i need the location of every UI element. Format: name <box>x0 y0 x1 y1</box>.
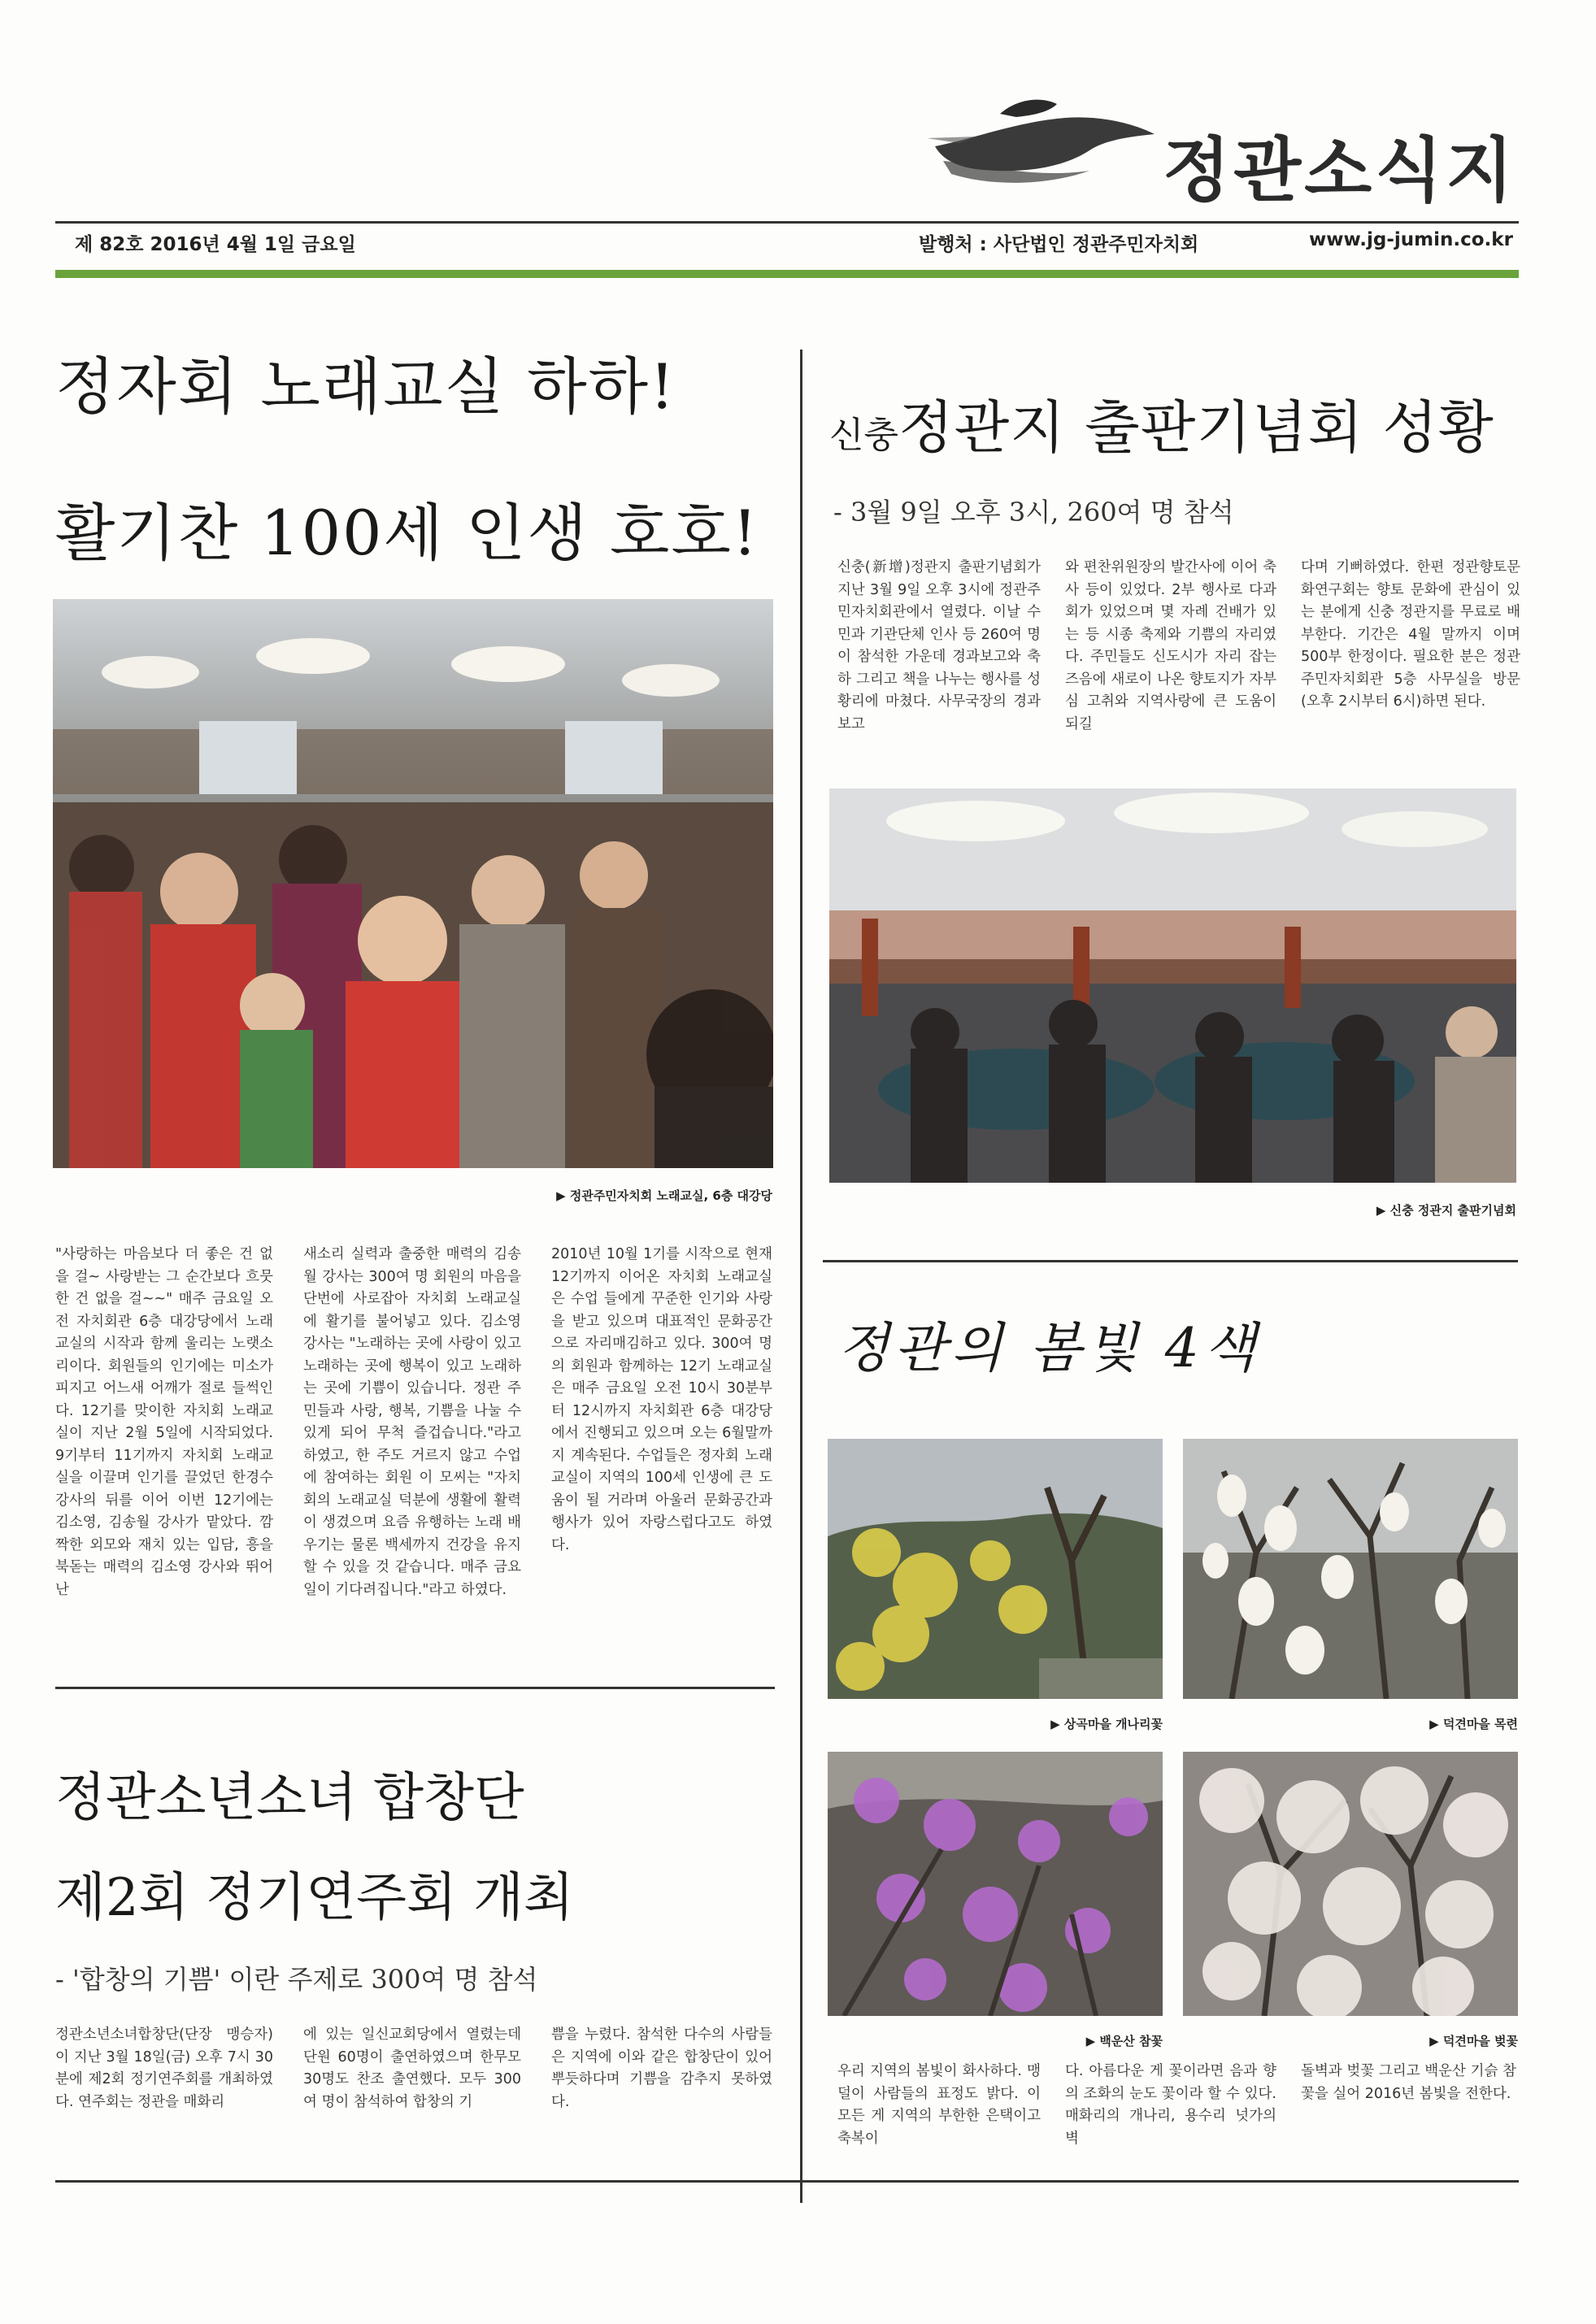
article1-body-col3: 2010년 10월 1기를 시작으로 현재 12기까지 이어온 자치회 노래교실은 수업 들에게 꾸준한 인기와 사랑을 받고 있으며 대표적인 문화공간으로 자리매김하고 있다. 300여 명의 회원과 함께하는 12기 노래교실은 매주 금요일 오전 10시 30분부터 12시까지 자치회관 6층 대강당에서 진행되고 있으며 오는 6월말까지 계속된다. 수업들은 정자회 노래교실이 지역의 100세 인생에 큰 도움이 될 거라며 아울러 문화공간과 행사가 있어 자랑스럽다고도 하였다. <box>551 1246 772 1553</box>
photo-magnolia <box>1183 1439 1518 1699</box>
article1-headline-line2: 활기찬 100세 인생 호호! <box>55 497 759 569</box>
article1-bottom-rule <box>55 1687 775 1689</box>
article1-photo-singing-class <box>53 599 773 1168</box>
masthead-top-rule <box>55 221 1519 224</box>
article3-headline: 정관의 봄빛 4색 <box>837 1317 1261 1379</box>
article4-body-col2: 에 있는 일신교회당에서 열렸는데 단원 60명이 출연하였으며 한무모 30명도 찬조 출연했다. 모두 300여 명이 참석하여 합창의 기 <box>303 2026 521 2110</box>
article4-headline-line1: 정관소년소녀 합창단 <box>55 1768 524 1828</box>
masthead-title: 정관소식지 <box>1163 130 1517 211</box>
article1-body-col1: "사랑하는 마음보다 더 좋은 건 없을 걸~ 사랑받는 그 순간보다 흐뭇한 건 없을 걸~~" 매주 금요일 오전 자치회관 6층 대강당에서 노래교실의 시작과 함께 울리는 노랫소리이다. 회원들의 인기에는 미소가 피지고 어느새 어깨가 절로 들썩인다. 12기를 맞이한 자치회 노래교실이 지난 2월 5일에 시작되었다. 9기부터 11기까지 자치회 노래교실을 이끌며 인기를 끌었던 한경수 강사의 뒤를 이어 이번 12기에는 김소영, 김송월 강사가 맡았다. 깜짝한 외모와 재치 있는 입담, 흥을 북돋는 매력의 김소영 강사와 뛰어난 <box>55 1246 273 1598</box>
publisher-info: 발행처 : 사단법인 정관주민자치회 <box>919 234 1199 255</box>
article2-headline <box>829 382 1494 464</box>
article3-body-col2: 다. 아름다운 게 꽃이라면 음과 향의 조화의 눈도 꽃이라 할 수 있다. 매화리의 개나리, 용수리 넛가의 벽 <box>1065 2063 1276 2147</box>
issue-info: 제 82호 2016년 4월 1일 금요일 <box>75 234 356 255</box>
article1-photo-caption: ▶ 정관주민자치회 노래교실, 6층 대강당 <box>556 1188 772 1203</box>
article2-bottom-rule <box>823 1260 1518 1262</box>
photo-cherry-blossom <box>1183 1752 1518 2016</box>
brush-stroke-logo <box>927 89 1163 195</box>
masthead-green-rule <box>55 270 1519 278</box>
article2-headline-main: 정관지 출판기념회 성황 <box>898 394 1494 461</box>
photo-azalea-caption: ▶ 백운산 참꽃 <box>1085 2034 1163 2048</box>
article3-body-col3: 돌벽과 벚꽃 그리고 백운산 기슭 참꽃을 실어 2016년 봄빛을 전한다. <box>1301 2063 1516 2102</box>
article4-headline-line2: 제2회 정기연주회 개최 <box>55 1868 574 1928</box>
article1-body-col2: 새소리 실력과 출중한 매력의 김송월 강사는 300여 명 회원의 마음을 단번에 사로잡아 자치회 노래교실에 활기를 불어넣고 있다. 김소영 강사는 "노래하는 곳에 사랑이 있고 노래하는 곳에 행복이 있고 노래하는 곳에 기쁨이 있습니다. 정관 주민들과 사랑, 행복, 기쁨을 나눌 수 있게 되어 무척 즐겁습니다."라고 하였고, 한 주도 거르지 않고 수업에 참여하는 회원 이 모씨는 "자치회의 노래교실 덕분에 생활에 활력이 생겼으며 요즘 유행하는 노래 배우기는 물론 백세까지 건강을 유지할 수 있을 것 같습니다. 매주 금요일이 기다려집니다."라고 하였다. <box>303 1246 521 1598</box>
article4-subheadline: - '합창의 기쁨' 이란 주제로 300여 명 참석 <box>55 1964 538 1995</box>
article2-body-col2: 와 편찬위원장의 발간사에 이어 축사 등이 있었다. 2부 행사로 다과회가 있었으며 몇 자례 건배가 있는 등 시종 축제와 기쁨의 자리였다. 주민들도 신도시가 자리 잡는 즈음에 새로이 나온 향토지가 자부심 고취와 지역사랑에 큰 도움이 되길 <box>1065 559 1276 732</box>
article4-body-col1: 정관소년소녀합창단(단장 맹승자)이 지난 3월 18일(금) 오후 7시 30분에 제2회 정기연주회를 개최하였다. 연주회는 정관을 매화리 <box>55 2026 273 2110</box>
article2-subheadline: - 3월 9일 오후 3시, 260여 명 참석 <box>833 497 1234 528</box>
photo-forsythia <box>828 1439 1163 1699</box>
article2-headline-prefix: 신충 <box>829 415 899 456</box>
article2-photo-caption: ▶ 신충 정관지 출판기념회 <box>1376 1203 1516 1218</box>
article2-photo-book-launch <box>829 788 1516 1183</box>
article4-body-col3: 쁨을 누렸다. 참석한 다수의 사람들은 지역에 이와 같은 합창단이 있어 뿌듯하다며 기쁨을 감추지 못하였다. <box>551 2026 772 2110</box>
article2-body-col1: 신충(新增)정관지 출판기념회가 지난 3월 9일 오후 3시에 정관주민자치회관에서 열렸다. 이날 수민과 기관단체 인사 등 260여 명이 참석한 가운데 경과보고와 축하 그리고 책을 나누는 행사를 성황리에 마쳤다. 사무국장의 경과보고 <box>837 559 1041 732</box>
page-bottom-rule <box>55 2180 1519 2183</box>
article3-body-col1: 우리 지역의 봄빛이 화사하다. 맹덜이 사람들의 표정도 밝다. 이 모든 게 지역의 부한한 은택이고 축복이 <box>837 2063 1041 2147</box>
photo-forsythia-caption: ▶ 상곡마을 개나리꽃 <box>1050 1717 1163 1731</box>
website-link[interactable]: www.jg-jumin.co.kr <box>1309 229 1513 250</box>
photo-magnolia-caption: ▶ 덕견마을 목련 <box>1429 1717 1518 1731</box>
article2-body-col3: 다며 기뻐하였다. 한편 정관향토문화연구회는 향토 문화에 관심이 있는 분에게 신충 정관지를 무료로 배부한다. 기간은 4월 말까지 이며 500부 한정이다. 필요한 분은 정관주민자치회관 5층 사무실을 방문(오후 2시부터 6시)하면 된다. <box>1301 559 1520 710</box>
photo-cherry-blossom-caption: ▶ 덕견마을 벚꽃 <box>1429 2034 1518 2048</box>
article1-headline-line1: 정자회 노래교실 하하! <box>55 350 676 423</box>
photo-azalea <box>828 1752 1163 2016</box>
column-divider <box>800 350 802 2203</box>
